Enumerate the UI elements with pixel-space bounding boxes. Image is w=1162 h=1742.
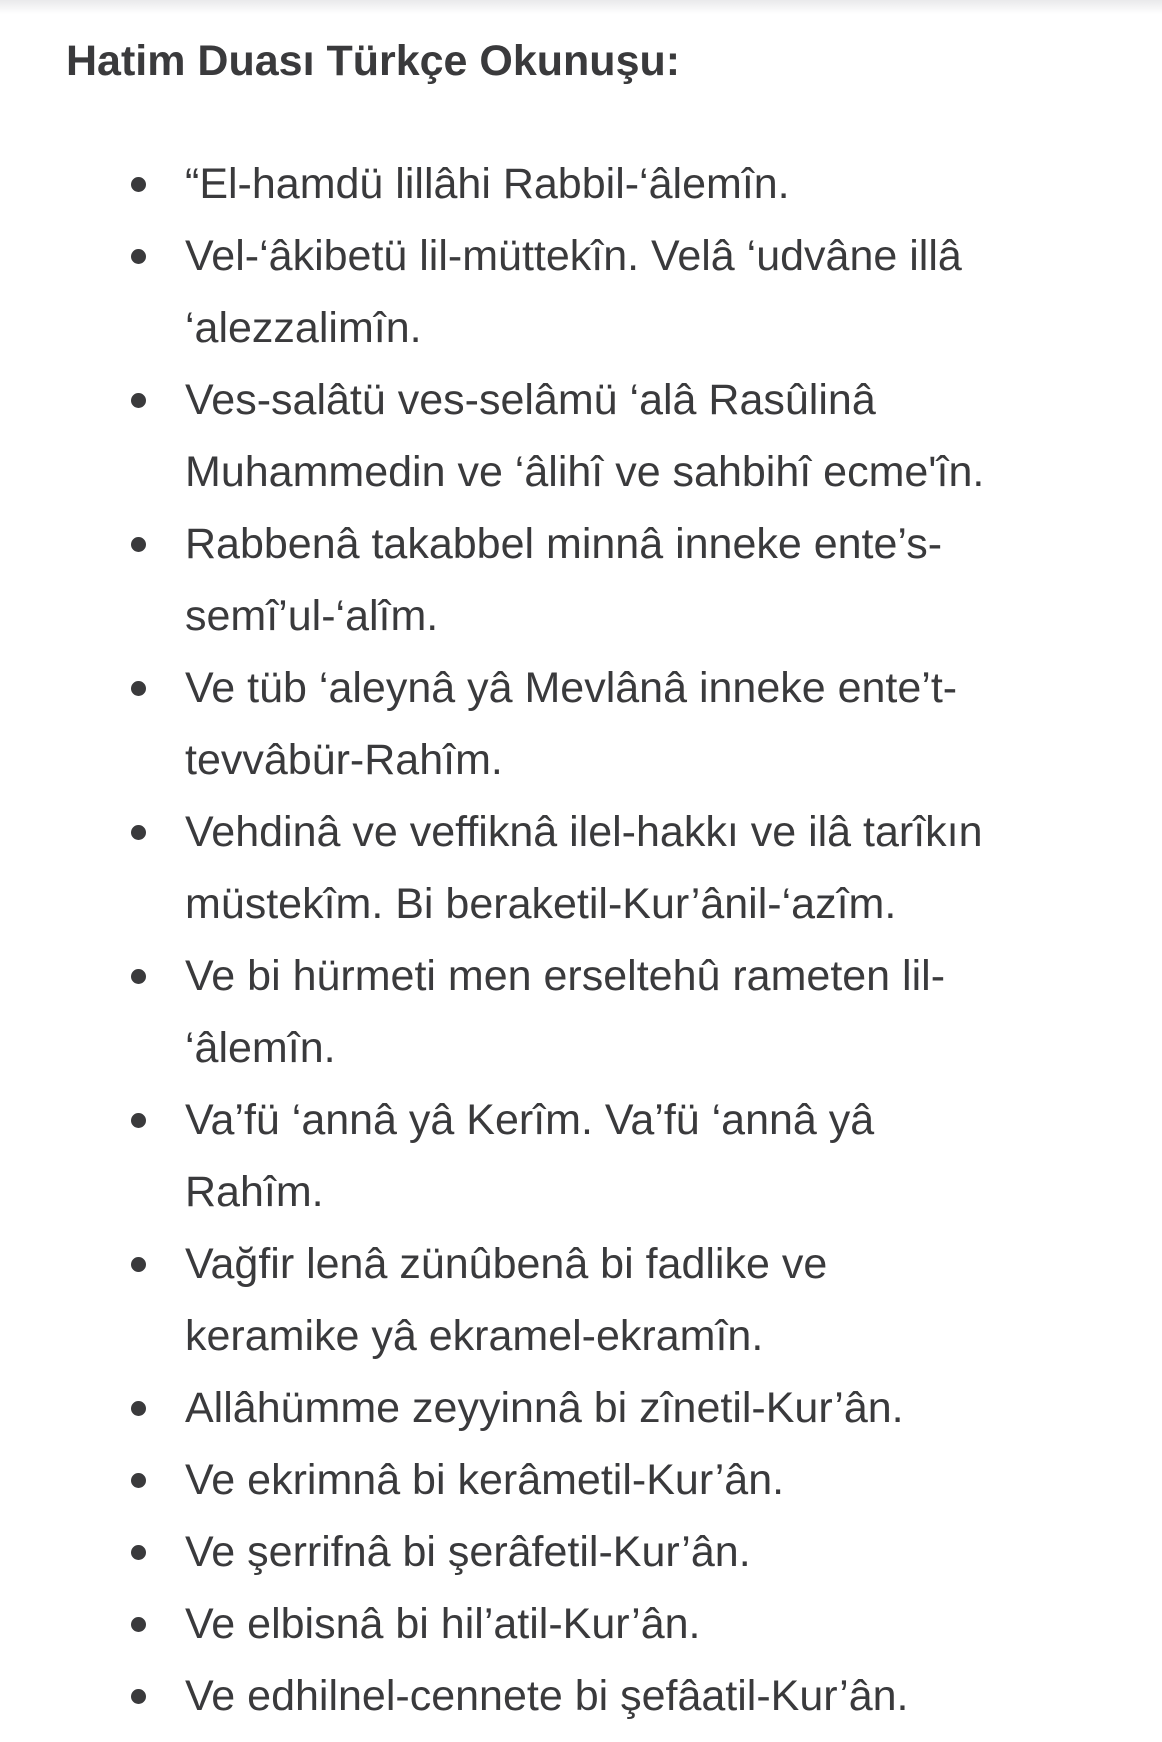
- bullet-icon: [131, 825, 146, 840]
- list-item-text: Rahîm.: [185, 1168, 324, 1216]
- bullet-icon: [131, 1113, 146, 1128]
- list-item: [0, 1516, 1162, 1588]
- list-item-text: müstekîm. Bi beraketil-Kur’ânil-‘azîm.: [185, 880, 897, 928]
- bullet-icon: [131, 1617, 146, 1632]
- bullet-icon: [131, 969, 146, 984]
- list-item: [0, 1588, 1162, 1660]
- bullet-icon: [131, 1689, 146, 1704]
- bullet-icon: [131, 681, 146, 696]
- bullet-icon: [131, 1473, 146, 1488]
- list-item: [0, 220, 1162, 364]
- list-item: [0, 796, 1162, 940]
- top-shadow: [0, 0, 1162, 14]
- bullet-icon: [131, 537, 146, 552]
- list-item-text: Va’fü ‘annâ yâ Kerîm. Va’fü ‘annâ yâ: [185, 1096, 875, 1144]
- list-item-text: keramike yâ ekramel-ekramîn.: [185, 1312, 764, 1360]
- list-item: [0, 508, 1162, 652]
- list-item-text: Ve şerrifnâ bi şerâfetil-Kur’ân.: [185, 1528, 751, 1576]
- list-item-text: Allâhümme zeyyinnâ bi zînetil-Kur’ân.: [185, 1384, 904, 1432]
- list-item: [0, 148, 1162, 220]
- list-item-text: Ves-salâtü ves-selâmü ‘alâ Rasûlinâ: [185, 376, 876, 424]
- list-item-text: semî’ul-‘alîm.: [185, 592, 439, 640]
- list-item-text: Ve edhilnel-cennete bi şefâatil-Kur’ân.: [185, 1672, 909, 1720]
- list-item-text: Vel-‘âkibetü lil-müttekîn. Velâ ‘udvâne illâ: [185, 232, 962, 280]
- list-item-text: “El-hamdü lillâhi Rabbil-‘âlemîn.: [185, 160, 790, 208]
- list-item-text: Ve elbisnâ bi hil’atil-Kur’ân.: [185, 1600, 701, 1648]
- list-item-text: Ve ekrimnâ bi kerâmetil-Kur’ân.: [185, 1456, 785, 1504]
- list-item-text: Ve bi hürmeti men erseltehû rameten lil-: [185, 952, 946, 1000]
- list-item: [0, 364, 1162, 508]
- bullet-icon: [131, 177, 146, 192]
- list-item-text: ‘alezzalimîn.: [185, 304, 422, 352]
- bullet-icon: [131, 1401, 146, 1416]
- list-item-text: Vağfir lenâ zünûbenâ bi fadlike ve: [185, 1240, 828, 1288]
- bullet-icon: [131, 1257, 146, 1272]
- list-item: [0, 1444, 1162, 1516]
- list-item: [0, 1660, 1162, 1732]
- prayer-list: [0, 148, 1162, 1732]
- list-item: [0, 652, 1162, 796]
- list-item-text: Rabbenâ takabbel minnâ inneke ente’s-: [185, 520, 943, 568]
- list-item-text: ‘âlemîn.: [185, 1024, 336, 1072]
- bullet-icon: [131, 1545, 146, 1560]
- list-item-text: tevvâbür-Rahîm.: [185, 736, 503, 784]
- list-item: [0, 1372, 1162, 1444]
- list-item: [0, 1228, 1162, 1372]
- list-item: [0, 940, 1162, 1084]
- bullet-icon: [131, 393, 146, 408]
- list-item-text: Vehdinâ ve veffiknâ ilel-hakkı ve ilâ tarîkın: [185, 808, 983, 856]
- page-title: Hatim Duası Türkçe Okunuşu:: [66, 37, 681, 85]
- bullet-icon: [131, 249, 146, 264]
- list-item-text: Muhammedin ve ‘âlihî ve sahbihî ecme'în.: [185, 448, 985, 496]
- list-item-text: Ve tüb ‘aleynâ yâ Mevlânâ inneke ente’t-: [185, 664, 958, 712]
- list-item: [0, 1084, 1162, 1228]
